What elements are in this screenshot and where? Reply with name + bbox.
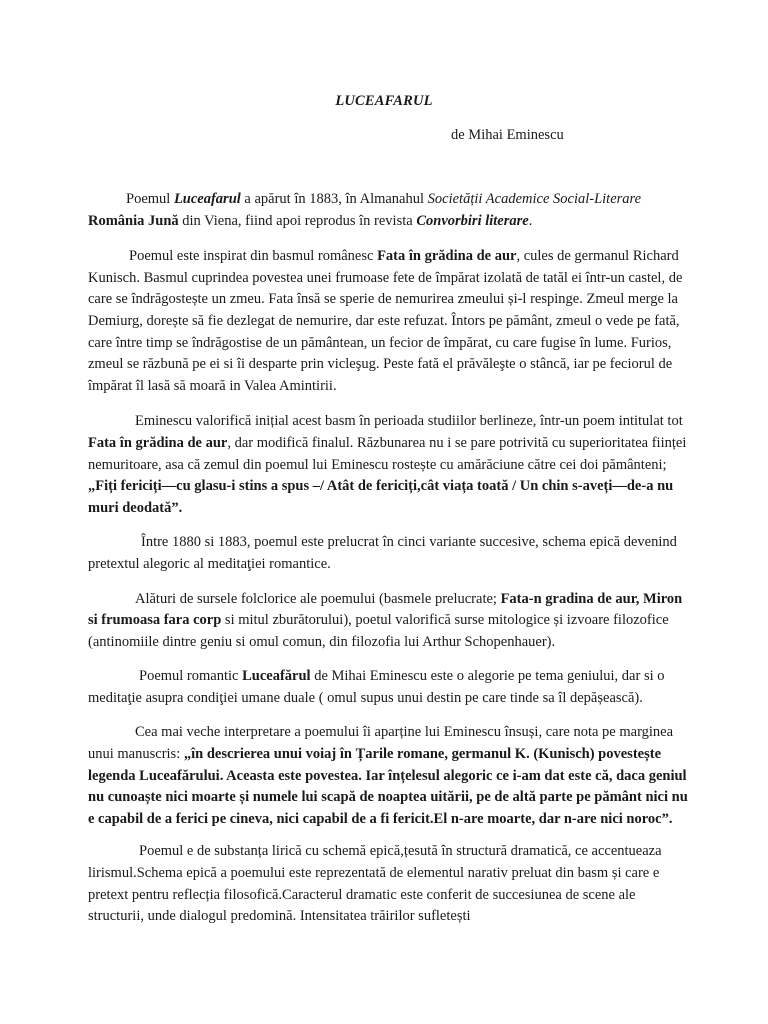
paragraph-sources bbox=[88, 589, 688, 654]
author-line: de Mihai Eminescu bbox=[451, 127, 564, 143]
paragraph-publication bbox=[88, 189, 688, 232]
text-run: Convorbiri literare bbox=[416, 212, 529, 229]
text-run: Luceafărul bbox=[242, 668, 311, 685]
text-run: Luceafarul bbox=[173, 191, 241, 207]
paragraph-interpretation bbox=[88, 722, 688, 830]
paragraph-structure bbox=[88, 841, 688, 927]
text-run: Fata în grădina de aur bbox=[377, 248, 517, 265]
paragraph-allegory bbox=[88, 666, 688, 709]
text-run: Fata în grădina de aur bbox=[88, 434, 228, 451]
text-run: Poemul bbox=[126, 191, 174, 207]
document-body bbox=[88, 189, 688, 941]
paragraph-first-version bbox=[88, 411, 688, 519]
text-run: Societății Academice Social-Literare bbox=[427, 191, 642, 207]
text-run: din Viena, fiind apoi reprodus în revista bbox=[178, 212, 417, 229]
text-run: Poemul romantic bbox=[139, 668, 243, 685]
text-run: si mitul zburătorului), poetul valorifică surse mitologice și izvoare filozofice (antinomiile dintre geniu si omul comun, din filozofia lui Arthur Schopenhauer). bbox=[88, 612, 669, 650]
text-run: Poemul e de substanța lirică cu schemă epică,țesută în structură dramatică, ce accentueaza lirismul.Schema epică a poemului este reprezentată de elementul narativ preluat din basm și care e pretext pentru reflecția filosofică.Caracterul dramatic este conferit de succesiunea de scene ale structurii, unde dialogul predomină. Intensitatea trăirilor sufletești bbox=[88, 843, 662, 925]
text-run: , cules de germanul Richard Kunisch. Basmul cuprindea povestea unei frumoase fete de împărat izolată de tatăl ei într-un castel, de care se îndrăgostește un zmeu. Fata însă se sperie de nemurirea zmeului și-l respinge. Zmeul merge la Demiurg, dorește să fie dezlegat de nemurire, dar este refuzat. Întors pe pământ, zmeul o vede pe fată, care între timp se îndrăgostise de un pământean, un fecior de împărat, cu care fugise în lume. Furios, zmeul se răzbună pe ei si îi desparte prin vicleşug. Peste fată el prăvăleşte o stâncă, iar pe feciorul de împărat îl lasă să moară in Valea Amintirii. bbox=[88, 248, 683, 394]
text-run: Fata-n gradina de aur, Miron si frumoasa fara corp bbox=[88, 590, 683, 629]
text-run: Cea mai veche interpretare a poemului îi aparține lui Eminescu însuși, care nota pe marginea unui manuscris: bbox=[88, 724, 674, 763]
text-run: Alături de sursele folclorice ale poemului (basmele prelucrate; bbox=[135, 590, 501, 607]
text-run: Poemul este inspirat din basmul românesc bbox=[129, 248, 378, 265]
text-run: „Fiți fericiți—cu glasu-i stins a spus –/ Atât de fericiți,cât viața toată / Un chin s-aveți—de-a nu muri deodată”. bbox=[88, 478, 674, 516]
text-run: Eminescu valorifică inițial acest basm în perioada studiilor berlineze, într-un poem intitulat tot bbox=[135, 413, 683, 430]
text-run: „în descrierea unui voiaj în Țarile romane, germanul K. (Kunisch) povestește legenda Luceafărului. Aceasta este povestea. Iar înțelesul alegoric ce i-am dat este că, daca geniul nu cunoaște nici moarte și numele lui scapă de noaptea uitării, pe de altă parte pe pământ nici nu e capabil de a ferici pe cineva, nici capabil de a fi fericit.El n-are moarte, dar n-are nici noroc”. bbox=[88, 746, 688, 827]
text-run: Între 1880 si 1883, poemul este prelucrat în cinci variante succesive, schema epică devenind pretextul alegoric al meditaţiei romantice. bbox=[88, 534, 677, 572]
text-run: , dar modifică finalul. Răzbunarea nu i se pare potrivită cu superioritatea ființei nemuritoare, asa că zemul din poemul lui Eminescu rostește cu amărăciune către cei doi pământeni; bbox=[88, 434, 687, 473]
paragraph-variants bbox=[88, 532, 688, 575]
paragraph-fairy-tale-source bbox=[88, 246, 688, 397]
text-run: . bbox=[528, 212, 533, 229]
document-title: LUCEAFARUL bbox=[335, 93, 433, 109]
text-run: de Mihai Eminescu este o alegorie pe tema geniului, dar si o meditaţie asupra condiţiei umane duale ( omul supus unui destin pe care tinde sa îl depășească). bbox=[88, 668, 665, 706]
text-run: România Jună bbox=[88, 212, 179, 229]
text-run: a apărut în 1883, în Almanahul bbox=[240, 191, 428, 207]
